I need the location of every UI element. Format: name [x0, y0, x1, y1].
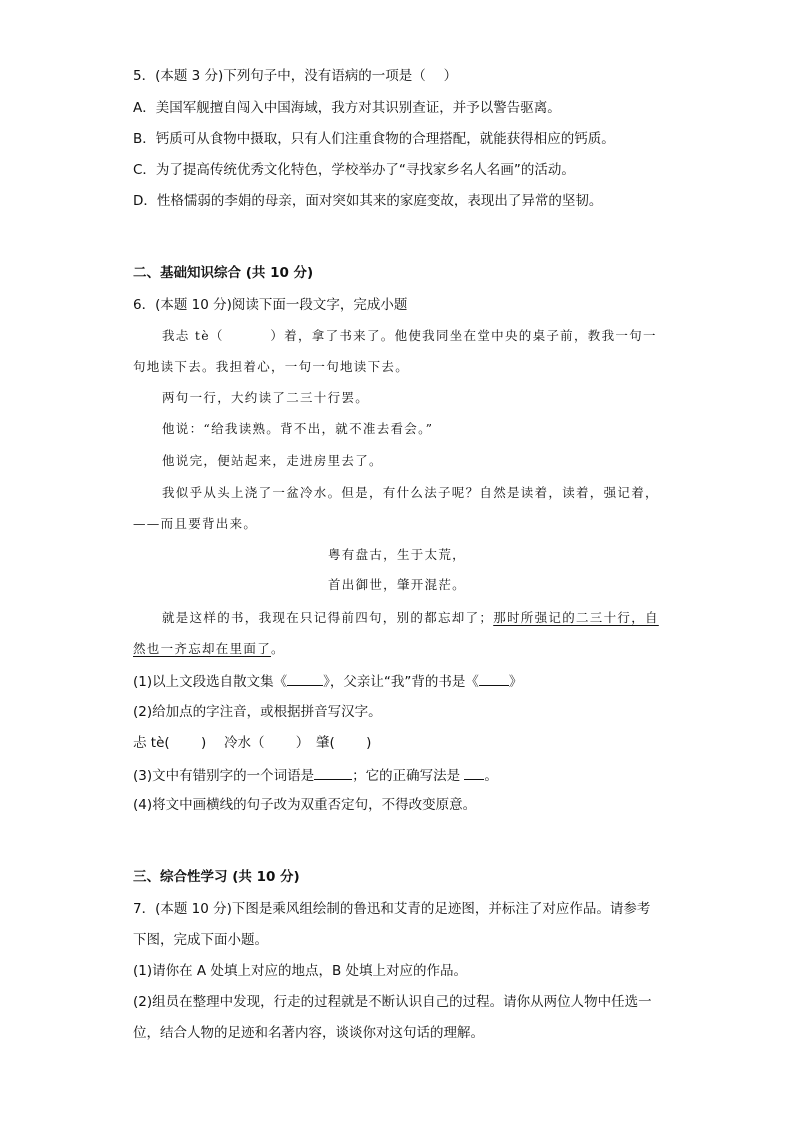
- passage-line: [133, 640, 285, 658]
- sub-question-1: [133, 671, 522, 691]
- passage-text: 就是这样的书，我现在只记得前四句，别的都忘却了；: [162, 610, 494, 625]
- sub-question-2-items: 忐 tè( ) 冷水（ ） 肇( ): [133, 735, 372, 751]
- answer-blank[interactable]: [464, 765, 484, 780]
- q7-sub-question-1: (1)请你在 A 处填上对应的地点，B 处填上对应的作品。: [133, 963, 467, 979]
- section2-heading: 二、基础知识综合 (共 10 分): [133, 265, 314, 281]
- sub1-text: (1)以上文段选自散文集《: [133, 674, 288, 690]
- poem-line: 粤有盘古，生于太荒，: [327, 547, 466, 562]
- sub3-text: ；它的正确写法是: [352, 768, 461, 784]
- sub-question-3: [133, 765, 498, 785]
- answer-blank[interactable]: [314, 765, 352, 780]
- passage-line: 他说完，便站起来，走进房里去了。: [162, 453, 383, 468]
- q7-sub-question-2: 位，结合人物的足迹和名著内容，谈谈你对这句话的理解。: [133, 1025, 484, 1041]
- sub1-text: 》，父亲让“我”背的书是《: [323, 674, 479, 690]
- section3-heading: 三、综合性学习 (共 10 分): [133, 869, 300, 885]
- q7-sub-question-2: (2)组员在整理中发现，行走的过程就是不断认识自己的过程。请你从两位人物中任选一: [133, 994, 652, 1010]
- passage-line: 句地读下去。我担着心，一句一句地读下去。: [133, 359, 410, 374]
- passage-line: 我似乎从头上浇了一盆冷水。但是，有什么法子呢？自然是读着，读着，强记着，: [162, 485, 659, 500]
- passage-line: 他说：“给我读熟。背不出，就不准去看会。”: [162, 421, 434, 436]
- q6-stem: 6．(本题 10 分)阅读下面一段文字，完成小题: [133, 297, 408, 313]
- q5-option-c: C．为了提高传统优秀文化特色，学校举办了“寻找家乡名人名画”的活动。: [133, 162, 575, 178]
- q7-stem: 下图，完成下面小题。: [133, 932, 268, 948]
- answer-blank[interactable]: [287, 671, 323, 686]
- poem-line: 首出御世，肇开混茫。: [327, 577, 466, 592]
- sub3-text: 。: [484, 768, 498, 784]
- underlined-sentence: 那时所强记的二三十行，自: [493, 610, 659, 625]
- passage-line: 我忐 tè（ ）着，拿了书来了。他使我同坐在堂中央的桌子前，教我一句一: [162, 328, 657, 343]
- q5-option-d: D．性格懦弱的李娟的母亲，面对突如其来的家庭变故，表现出了异常的坚韧。: [133, 193, 603, 209]
- passage-text: 。: [271, 641, 285, 656]
- answer-blank[interactable]: [479, 671, 509, 686]
- sub-question-4: (4)将文中画横线的句子改为双重否定句，不得改变原意。: [133, 797, 477, 813]
- q5-stem: 5．(本题 3 分)下列句子中，没有语病的一项是（ ）: [133, 68, 458, 84]
- sub-question-2: (2)给加点的字注音，或根据拼音写汉字。: [133, 704, 382, 720]
- sub1-text: 》: [508, 674, 523, 690]
- passage-line: 两句一行，大约读了二三十行罢。: [162, 390, 370, 405]
- q5-option-a: A．美国军舰擅自闯入中国海域，我方对其识别查证，并予以警告驱离。: [133, 100, 561, 116]
- q5-option-b: B．钙质可从食物中摄取，只有人们注重食物的合理搭配，就能获得相应的钙质。: [133, 131, 615, 147]
- sub3-text: (3)文中有错别字的一个词语是: [133, 768, 315, 784]
- passage-line: ——而且要背出来。: [133, 516, 258, 531]
- q7-stem: 7．(本题 10 分)下图是乘风组绘制的鲁迅和艾青的足迹图，并标注了对应作品。请参考: [133, 901, 651, 917]
- passage-line: [162, 609, 659, 627]
- underlined-sentence: 然也一齐忘却在里面了: [133, 641, 272, 656]
